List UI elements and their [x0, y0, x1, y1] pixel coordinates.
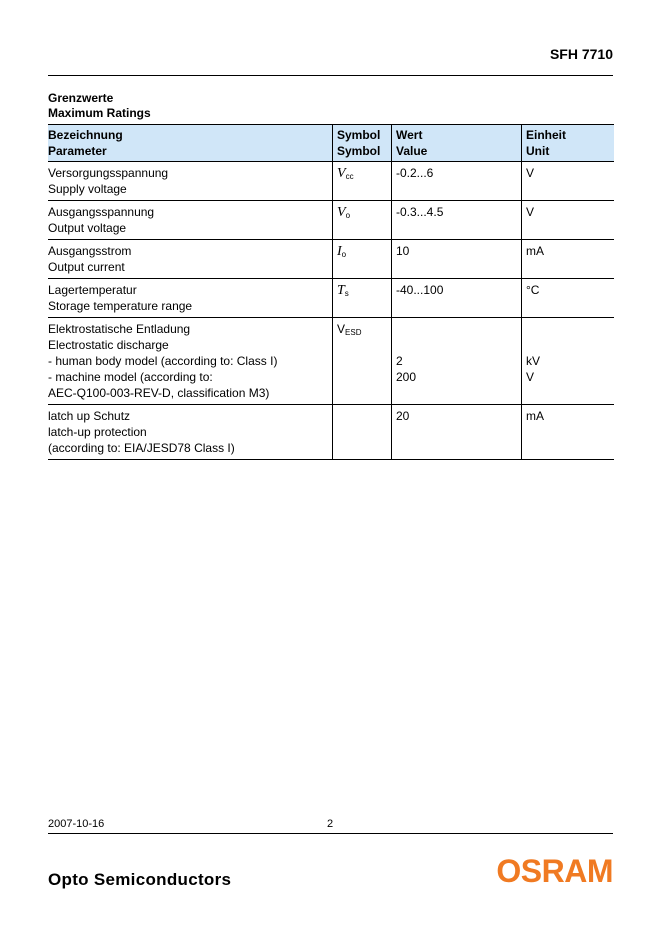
symbol-subscript: o — [341, 250, 347, 259]
parameter-line: latch-up protection — [48, 425, 147, 439]
value-cell: -0.2...6 — [392, 162, 522, 201]
header-symbol — [333, 125, 392, 162]
symbol-cell — [333, 162, 392, 201]
value-cell — [392, 318, 522, 405]
section-title-en: Maximum Ratings — [48, 106, 151, 120]
top-divider — [48, 75, 613, 76]
header-symbol-de: Symbol — [337, 128, 381, 142]
osram-logo: OSRAM — [496, 853, 613, 889]
unit-cell: V — [522, 201, 615, 240]
symbol-subscript: s — [344, 289, 349, 298]
header-parameter — [48, 125, 333, 162]
parameter-line: - human body model (according to: Class I) — [48, 354, 278, 368]
symbol-main: I — [337, 244, 342, 259]
symbol-main: V — [337, 322, 346, 336]
table-row — [48, 318, 614, 405]
header-value — [392, 125, 522, 162]
header-unit-en: Unit — [526, 144, 550, 158]
value-line: 200 — [396, 370, 417, 384]
symbol-cell — [333, 240, 392, 279]
parameter-en: Storage temperature range — [48, 299, 193, 313]
company-name: Opto Semiconductors — [48, 870, 232, 889]
unit-line: V — [526, 370, 535, 384]
section-title-de: Grenzwerte — [48, 91, 114, 105]
value-cell: -0.3...4.5 — [392, 201, 522, 240]
value-cell: 20 — [392, 405, 522, 460]
document-title: SFH 7710 — [549, 46, 613, 62]
parameter-cell — [48, 279, 333, 318]
unit-line: kV — [526, 354, 541, 368]
unit-cell — [522, 318, 615, 405]
parameter-cell — [48, 318, 333, 405]
value-line: 2 — [396, 354, 403, 368]
table-row — [48, 279, 614, 318]
parameter-de: Lagertemperatur — [48, 283, 137, 297]
parameter-line: Electrostatic discharge — [48, 338, 169, 352]
table-row — [48, 405, 614, 460]
symbol-main: V — [337, 166, 346, 181]
parameter-line: Elektrostatische Entladung — [48, 322, 191, 336]
table-row — [48, 201, 614, 240]
parameter-line: AEC-Q100-003-REV-D, classification M3) — [48, 386, 270, 400]
parameter-de: Ausgangsstrom — [48, 244, 132, 258]
header-value-de: Wert — [396, 128, 423, 142]
symbol-cell — [333, 318, 392, 405]
header-parameter-de: Bezeichnung — [48, 128, 123, 142]
table-header-row — [48, 125, 614, 162]
header-unit-de: Einheit — [526, 128, 567, 142]
header-unit — [522, 125, 615, 162]
symbol-subscript: cc — [345, 172, 354, 181]
parameter-cell — [48, 162, 333, 201]
unit-cell: mA — [522, 240, 615, 279]
symbol-subscript: ESD — [345, 328, 362, 337]
footer-date: 2007-10-16 — [48, 818, 105, 830]
section-title — [48, 91, 151, 121]
parameter-cell — [48, 405, 333, 460]
bottom-divider — [48, 833, 613, 834]
value-cell: -40...100 — [392, 279, 522, 318]
parameter-line: latch up Schutz — [48, 409, 131, 423]
symbol-cell — [333, 201, 392, 240]
unit-cell: °C — [522, 279, 615, 318]
parameter-cell — [48, 240, 333, 279]
symbol-subscript: o — [345, 211, 351, 220]
page-number: 2 — [327, 818, 334, 830]
unit-cell: mA — [522, 405, 615, 460]
symbol-cell — [333, 279, 392, 318]
symbol-cell — [333, 405, 392, 460]
value-cell: 10 — [392, 240, 522, 279]
unit-cell: V — [522, 162, 615, 201]
table-row — [48, 240, 614, 279]
parameter-en: Output voltage — [48, 221, 127, 235]
parameter-cell — [48, 201, 333, 240]
header-symbol-en: Symbol — [337, 144, 381, 158]
header-parameter-en: Parameter — [48, 144, 107, 158]
symbol-main: T — [337, 283, 345, 298]
parameter-line: (according to: EIA/JESD78 Class I) — [48, 441, 235, 455]
parameter-en: Output current — [48, 260, 125, 274]
table-row — [48, 162, 614, 201]
symbol-main: V — [337, 205, 346, 220]
parameter-line: - machine model (according to: — [48, 370, 213, 384]
parameter-de: Versorgungsspannung — [48, 166, 169, 180]
parameter-en: Supply voltage — [48, 182, 127, 196]
parameter-de: Ausgangsspannung — [48, 205, 155, 219]
header-value-en: Value — [396, 144, 428, 158]
maximum-ratings-table — [48, 124, 614, 460]
